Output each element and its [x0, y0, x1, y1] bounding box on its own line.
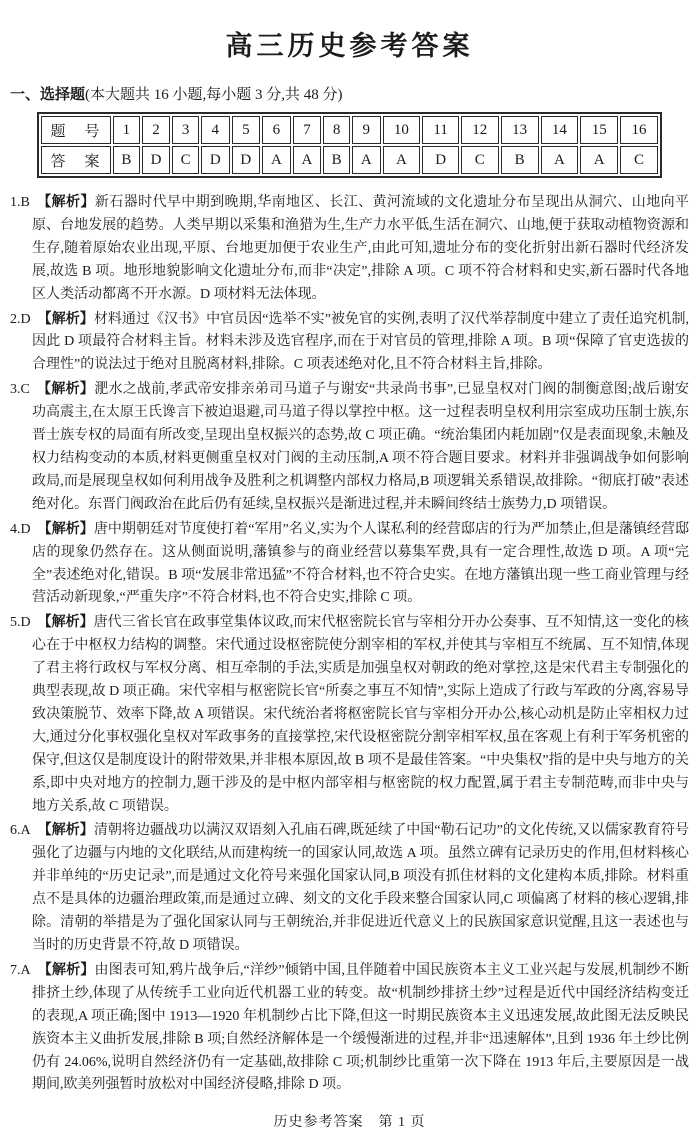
analysis-text: 唐中期朝廷对节度使打着“军用”名义,实为个人谋私利的经营邸店的行为严加禁止,但是藩镇经营邸店的现象仍然存在。这从侧面说明,藩镇参与的商业经营以募集军费,具有一定合理性,故选 D 项。A 项“完全”表述绝对化,错误。B 项“发展非常迅猛”不符合材料,也不符合史实。在地方藩镇出现一些工商业管理与经营活动新现象,“严重失序”不符合材料,也不符合史实,排除 C 项。: [32, 521, 689, 606]
question-number-cell: 13: [501, 116, 539, 144]
section-heading-lead: 一、选择题: [10, 86, 86, 103]
answer-cell: A: [352, 146, 381, 174]
section-heading-detail: (本大题共 16 小题,每小题 3 分,共 48 分): [85, 87, 343, 103]
question-number-cell: 7: [293, 116, 322, 144]
question-number-row: [41, 116, 658, 144]
answer-cell: C: [461, 146, 499, 174]
answer-cell: D: [232, 146, 261, 174]
analysis-label: 【解析】: [37, 960, 95, 977]
analysis-text: 唐代三省长官在政事堂集体议政,而宋代枢密院长官与宰相分开办公奏事、互不知情,这一变化的核心在于中枢权力结构的调整。宋代通过设枢密院使分割宰相的军权,并使其与宰相互不统属、互不知情,体现了君主将行政权与军权分离、相互牵制的手法,实质是加强皇权对朝政的绝对掌控,这是宋代君主专制强化的典型表现,故 D 项正确。宋代宰相与枢密院长官“所奏之事互不知情”,实际上造成了行政与军政的分离,容易导致决策脱节、效率下降,故 A 项错误。宋代统治者将枢密院长官与宰相分开办公,核心动机是防止宰相权力过大,通过分化事权强化皇权对军政事务的直接掌控,宋代设枢密院分割宰相军权,虽在客观上有利于军务机密的保守,但这仅是制度设计的附带效果,并非根本原因,故 B 项不是最佳答案。“中央集权”指的是中央与地方的关系,即中央对地方的控制力,题干涉及的是中枢内部宰相与枢密院的权力配置,属于君主专制范畴,而非中央与地方关系,故 C 项错误。: [32, 615, 690, 814]
question-number-cell: 9: [352, 116, 381, 144]
explanation-item-1: [10, 190, 689, 307]
answer-cell: A: [293, 146, 322, 174]
answer-cell: B: [323, 146, 350, 174]
item-number-answer: 5.D: [10, 615, 31, 631]
analysis-label: 【解析】: [37, 519, 94, 536]
answer-cell: D: [201, 146, 230, 174]
analysis-text: 新石器时代早中期到晚期,华南地区、长江、黄河流域的文化遗址分布呈现出从洞穴、山地向平原、台地发展的趋势。人类早期以采集和渔猎为生,生产力水平低,生活在洞穴、山地,便于获取动植物资源和生存,随着原始农业出现,平原、台地更加便于农业生产,由此可知,遗址分布的变化折射出新石器时代经济发展,故选 B 项。地形地貌影响文化遗址分布,而非“决定”,排除 A 项。C 项不符合材料和史实,新石器时代各地区人类活动都离不开水源。D 项材料无法体现。: [32, 195, 690, 302]
answer-cell: A: [383, 146, 421, 174]
item-number-answer: 1.B: [10, 195, 30, 210]
answer-cell: D: [142, 146, 171, 174]
answer-cell: D: [422, 146, 459, 174]
question-number-header: 题 号: [41, 116, 111, 144]
question-number-cell: 16: [620, 116, 658, 144]
question-number-cell: 15: [580, 116, 618, 144]
question-number-cell: 8: [323, 116, 350, 144]
question-number-cell: 6: [262, 116, 291, 144]
answer-cell: C: [172, 146, 199, 174]
analysis-label: 【解析】: [37, 821, 94, 838]
answer-cell: A: [580, 146, 618, 174]
section-heading: [10, 83, 689, 104]
analysis-label: 【解析】: [36, 380, 95, 397]
explanation-item-7: [10, 958, 689, 1097]
answer-cell: B: [113, 146, 140, 174]
answer-header: 答 案: [41, 146, 111, 174]
explanation-item-2: [10, 307, 689, 378]
analysis-text: 清朝将边疆战功以满汉双语刻入孔庙石碑,既延续了中国“勒石记功”的文化传统,又以儒家教育符号强化了边疆与内地的文化联结,从而建构统一的国家认同,故选 A 项。虽然立碑有记录历史的作用,但材料核心并非单纯的“历史记录”,而是通过文化符号来强化国家认同,B 项没有抓住材料的文化建构本质,排除。材料重点不是具体的边疆治理政策,而是通过立碑、刻文的文化手段来整合国家认同,C 项偏离了材料的核心逻辑,排除。清朝的举措是为了强化国家认同与王朝统治,并非促进近代意义上的民族国家意识觉醒,且这一表述也与当时的历史背景不符,故 D 项错误。: [32, 823, 689, 953]
explanations-list: [10, 190, 689, 1097]
question-number-cell: 11: [422, 116, 459, 144]
answer-cell: C: [620, 146, 658, 174]
item-number-answer: 4.D: [10, 521, 31, 537]
item-number-answer: 6.A: [10, 823, 31, 839]
page-title: 高三历史参考答案: [225, 31, 474, 61]
question-number-cell: 1: [113, 116, 140, 144]
answer-cell: A: [541, 146, 579, 174]
item-number-answer: 3.C: [10, 382, 30, 398]
answer-table: [37, 112, 662, 178]
item-number-answer: 7.A: [10, 962, 31, 978]
question-number-cell: 10: [383, 116, 421, 144]
question-number-cell: 14: [541, 116, 579, 144]
explanation-item-5: [10, 610, 689, 818]
question-number-cell: 12: [461, 116, 499, 144]
analysis-text: 由图表可知,鸦片战争后,“洋纱”倾销中国,且伴随着中国民族资本主义工业兴起与发展,机制纱不断排挤土纱,体现了从传统手工业向近代机器工业的转变。故“机制纱排挤土纱”过程是近代中国经济结构变迁的表现,A 项正确;图中 1913—1920 年机制纱占比下降,但这一时期民族资本主义迅速发展,故此图无法反映民族资本主义曲折发展,排除 B 项;自然经济解体是一个缓慢渐进的过程,并非“迅速解体”,且到 1936 年土纱比例仍有 24.06%,说明自然经济仍有一定基础,故排除 C 项;机制纱比重第一次下降在 1913 年后,主要原因是一战期间,欧美列强暂时放松对中国经济侵略,排除 D 项。: [32, 962, 689, 1093]
answer-cell: A: [262, 146, 291, 174]
answer-row: [41, 146, 658, 174]
page-footer: 历史参考答案 第 1 页: [273, 1115, 426, 1131]
answer-cell: B: [501, 146, 539, 174]
analysis-text: 淝水之战前,孝武帝安排亲弟司马道子与谢安“共录尚书事”,已显皇权对门阀的制衡意图;战后谢安功高震主,在太原王氏谗言下被迫退避,司马道子得以掌控中枢。这一过程表明皇权利用宗室成功压制士族,东晋士族专权的局面有所改变,呈现出皇权振兴的态势,故 C 项正确。“统治集团内耗加剧”仅是表面现象,未触及权力结构变动的本质,材料更侧重皇权对门阀的主动压制,A 项不符合题目要求。材料并非强调战争如何影响政局,而是展现皇权如何利用战争及胜利之机调整内部权力格局,B 项逻辑关系错误,故排除。“彻底打破”表述绝对化。东晋门阀政治在此后仍有延续,皇权振兴是渐进过程,并未瞬间终结士族势力,D 项错误。: [32, 382, 689, 512]
question-number-cell: 5: [232, 116, 261, 144]
question-number-cell: 3: [172, 116, 199, 144]
explanation-item-3: [10, 377, 689, 516]
explanation-item-4: [10, 517, 689, 611]
item-number-answer: 2.D: [10, 311, 31, 327]
analysis-label: 【解析】: [37, 309, 94, 326]
question-number-cell: 4: [201, 116, 230, 144]
explanation-item-6: [10, 818, 689, 957]
analysis-text: 材料通过《汉书》中官员因“选举不实”被免官的实例,表明了汉代举荐制度中建立了责任追究机制,因此 D 项最符合材料主旨。材料未涉及选官程序,而在于对官员的管理,排除 A 项。B 项“保障了官吏选拔的合理性”的说法过于绝对且脱离材料,排除。C 项表述绝对化,且不符合材料主旨,排除。: [32, 311, 689, 373]
analysis-label: 【解析】: [37, 613, 94, 630]
analysis-label: 【解析】: [36, 193, 95, 209]
question-number-cell: 2: [142, 116, 171, 144]
